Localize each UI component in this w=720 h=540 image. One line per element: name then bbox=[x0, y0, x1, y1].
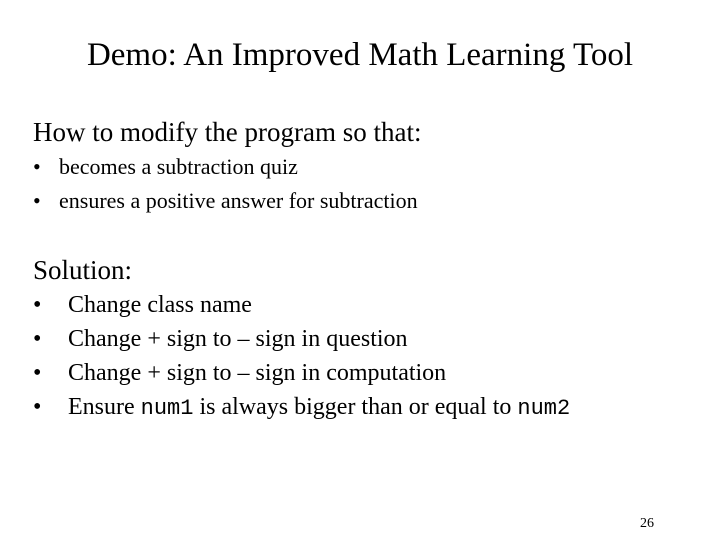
solution-bullet-item bbox=[33, 390, 570, 426]
solution-bullet-text-prefix: Ensure bbox=[68, 394, 141, 420]
slide-title: Demo: An Improved Math Learning Tool bbox=[86, 37, 634, 73]
bullet-icon: • bbox=[33, 292, 42, 318]
question-bullet-text: ensures a positive answer for subtraction bbox=[59, 188, 418, 213]
question-heading: How to modify the program so that: bbox=[33, 117, 422, 147]
solution-bullet-text: Change class name bbox=[68, 292, 252, 318]
code-num1: num1 bbox=[140, 396, 194, 421]
solution-heading: Solution: bbox=[33, 255, 133, 285]
question-bullet-item bbox=[33, 150, 418, 184]
solution-bullet-text: Change + sign to – sign in question bbox=[68, 326, 408, 352]
bullet-icon: • bbox=[33, 360, 42, 386]
code-num2: num2 bbox=[517, 396, 571, 421]
solution-bullet-text-middle: is always bigger than or equal to bbox=[193, 394, 518, 420]
bullet-icon: • bbox=[33, 188, 41, 213]
bullet-icon: • bbox=[33, 154, 41, 179]
solution-bullet-item bbox=[33, 288, 570, 322]
solution-bullet-text: Change + sign to – sign in computation bbox=[68, 360, 447, 386]
solution-bullet-list bbox=[33, 288, 570, 426]
bullet-icon: • bbox=[33, 394, 42, 420]
page-number: 26 bbox=[640, 516, 654, 531]
solution-bullet-item bbox=[33, 322, 570, 356]
bullet-icon: • bbox=[33, 326, 42, 352]
solution-bullet-item bbox=[33, 356, 570, 390]
question-bullet-item bbox=[33, 184, 418, 218]
question-bullet-list bbox=[33, 150, 418, 218]
question-bullet-text: becomes a subtraction quiz bbox=[59, 154, 298, 179]
